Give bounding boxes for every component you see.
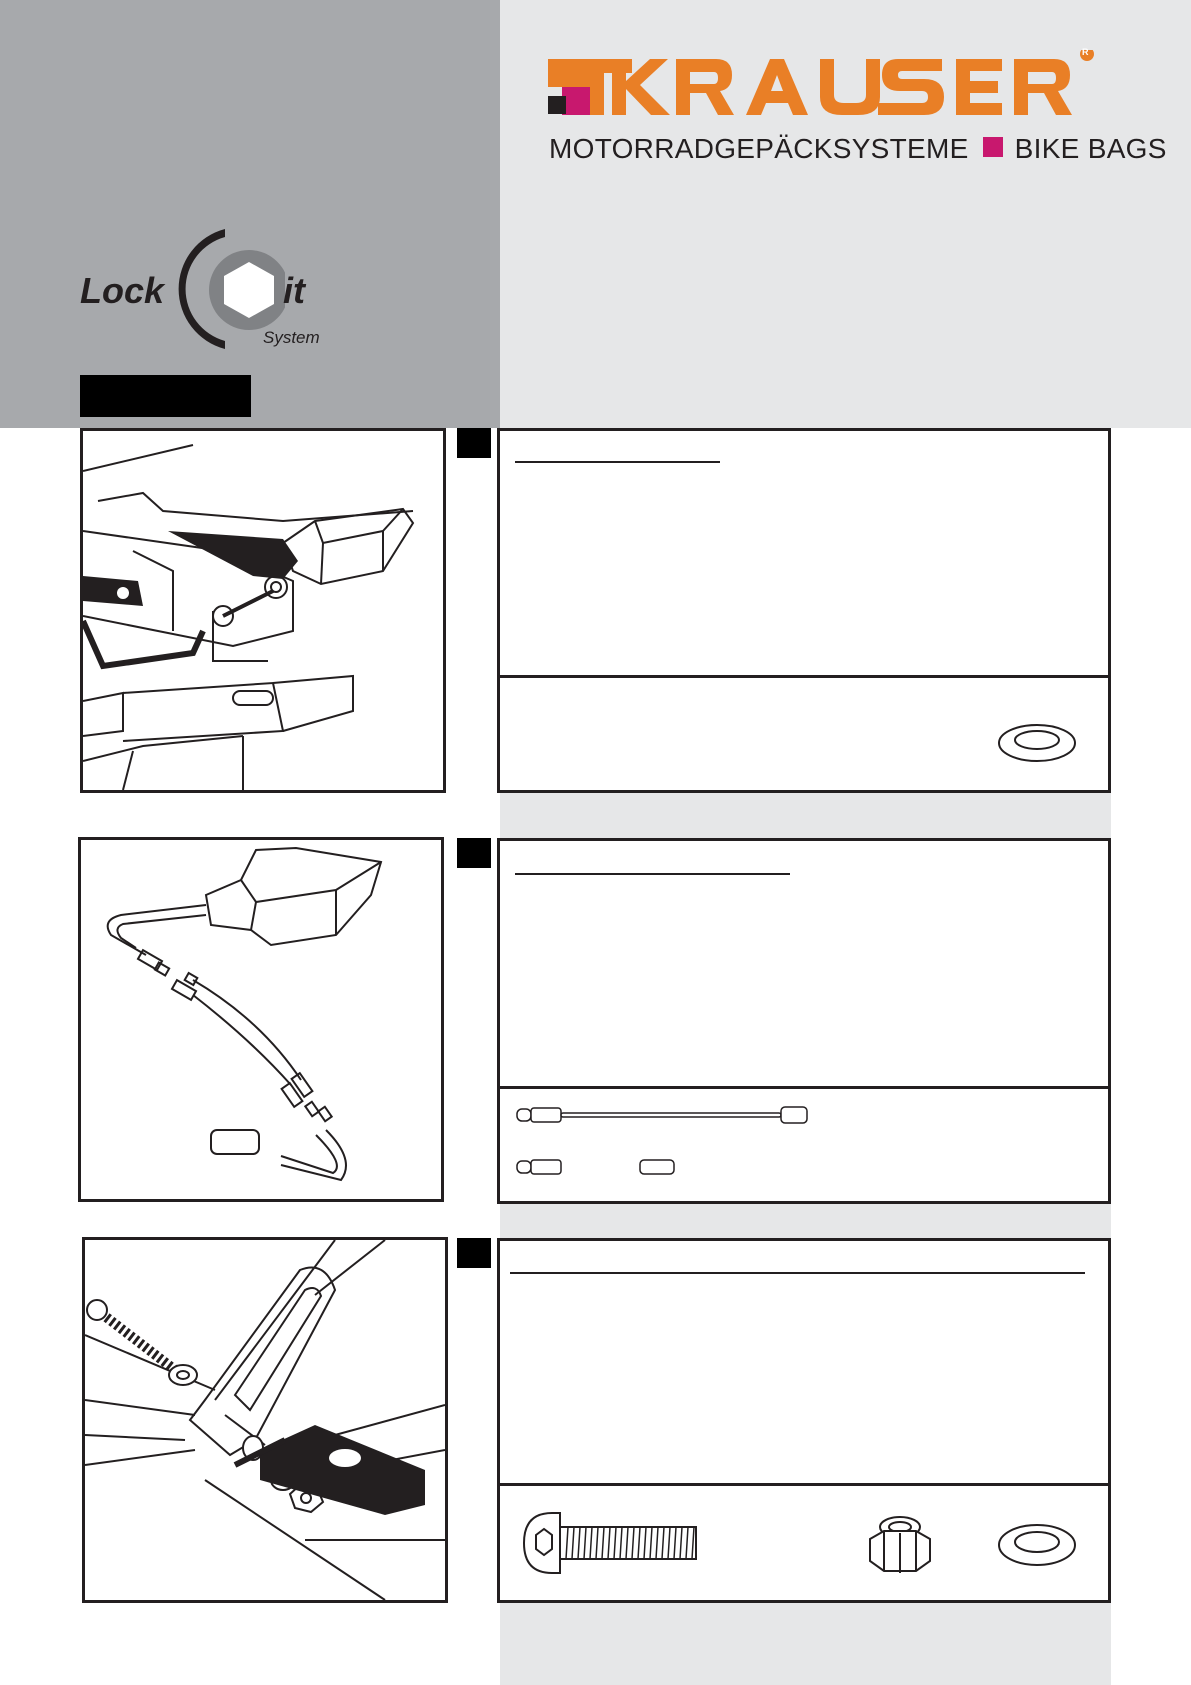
step-1-text-frame — [497, 428, 1111, 793]
turn-signal-bracket-illustration — [83, 431, 443, 790]
step-1-parts-divider — [500, 675, 1108, 678]
krauser-logo — [548, 47, 1098, 130]
step-2-heading-underline — [515, 873, 790, 875]
step-3-heading-underline — [510, 1272, 1085, 1274]
adapter-cable-icon — [515, 1101, 815, 1131]
black-label-bar — [80, 375, 251, 417]
step-2-parts-divider — [500, 1086, 1108, 1089]
step-3-parts-divider — [500, 1483, 1108, 1486]
step-3-illustration-frame — [82, 1237, 448, 1603]
button-head-bolt-icon — [522, 1509, 702, 1577]
lock-it-logo — [0, 0, 500, 428]
lock-it-word-it: it — [283, 270, 305, 311]
washer-icon — [997, 723, 1077, 763]
step-2-illustration-frame — [78, 837, 444, 1202]
lock-it-word-system: System — [263, 328, 320, 347]
magenta-square-icon — [983, 137, 1003, 157]
connector-male-icon — [515, 1155, 575, 1179]
step-1-heading-underline — [515, 461, 720, 463]
step-2-number-box — [457, 838, 491, 868]
registered-mark: R — [1082, 47, 1089, 57]
step-1-illustration-frame — [80, 428, 446, 793]
lock-nut-icon — [867, 1513, 933, 1575]
krauser-wordmark-icon — [548, 50, 1098, 130]
washer-icon — [997, 1523, 1077, 1567]
step-2-text-frame — [497, 838, 1111, 1204]
step-3-text-frame — [497, 1238, 1111, 1603]
brand-subtitle-left: MOTORRADGEPÄCKSYSTEME — [549, 133, 969, 164]
step-1-number-box — [457, 428, 491, 458]
step-3-number-box — [457, 1238, 491, 1268]
brand-subtitle — [549, 133, 1167, 165]
brand-subtitle-right: BIKE BAGS — [1014, 133, 1167, 164]
connector-female-icon — [638, 1155, 678, 1179]
bracket-bolt-illustration — [85, 1240, 445, 1600]
lock-it-word-lock: Lock — [80, 270, 165, 311]
turn-signal-cable-illustration — [81, 840, 441, 1199]
